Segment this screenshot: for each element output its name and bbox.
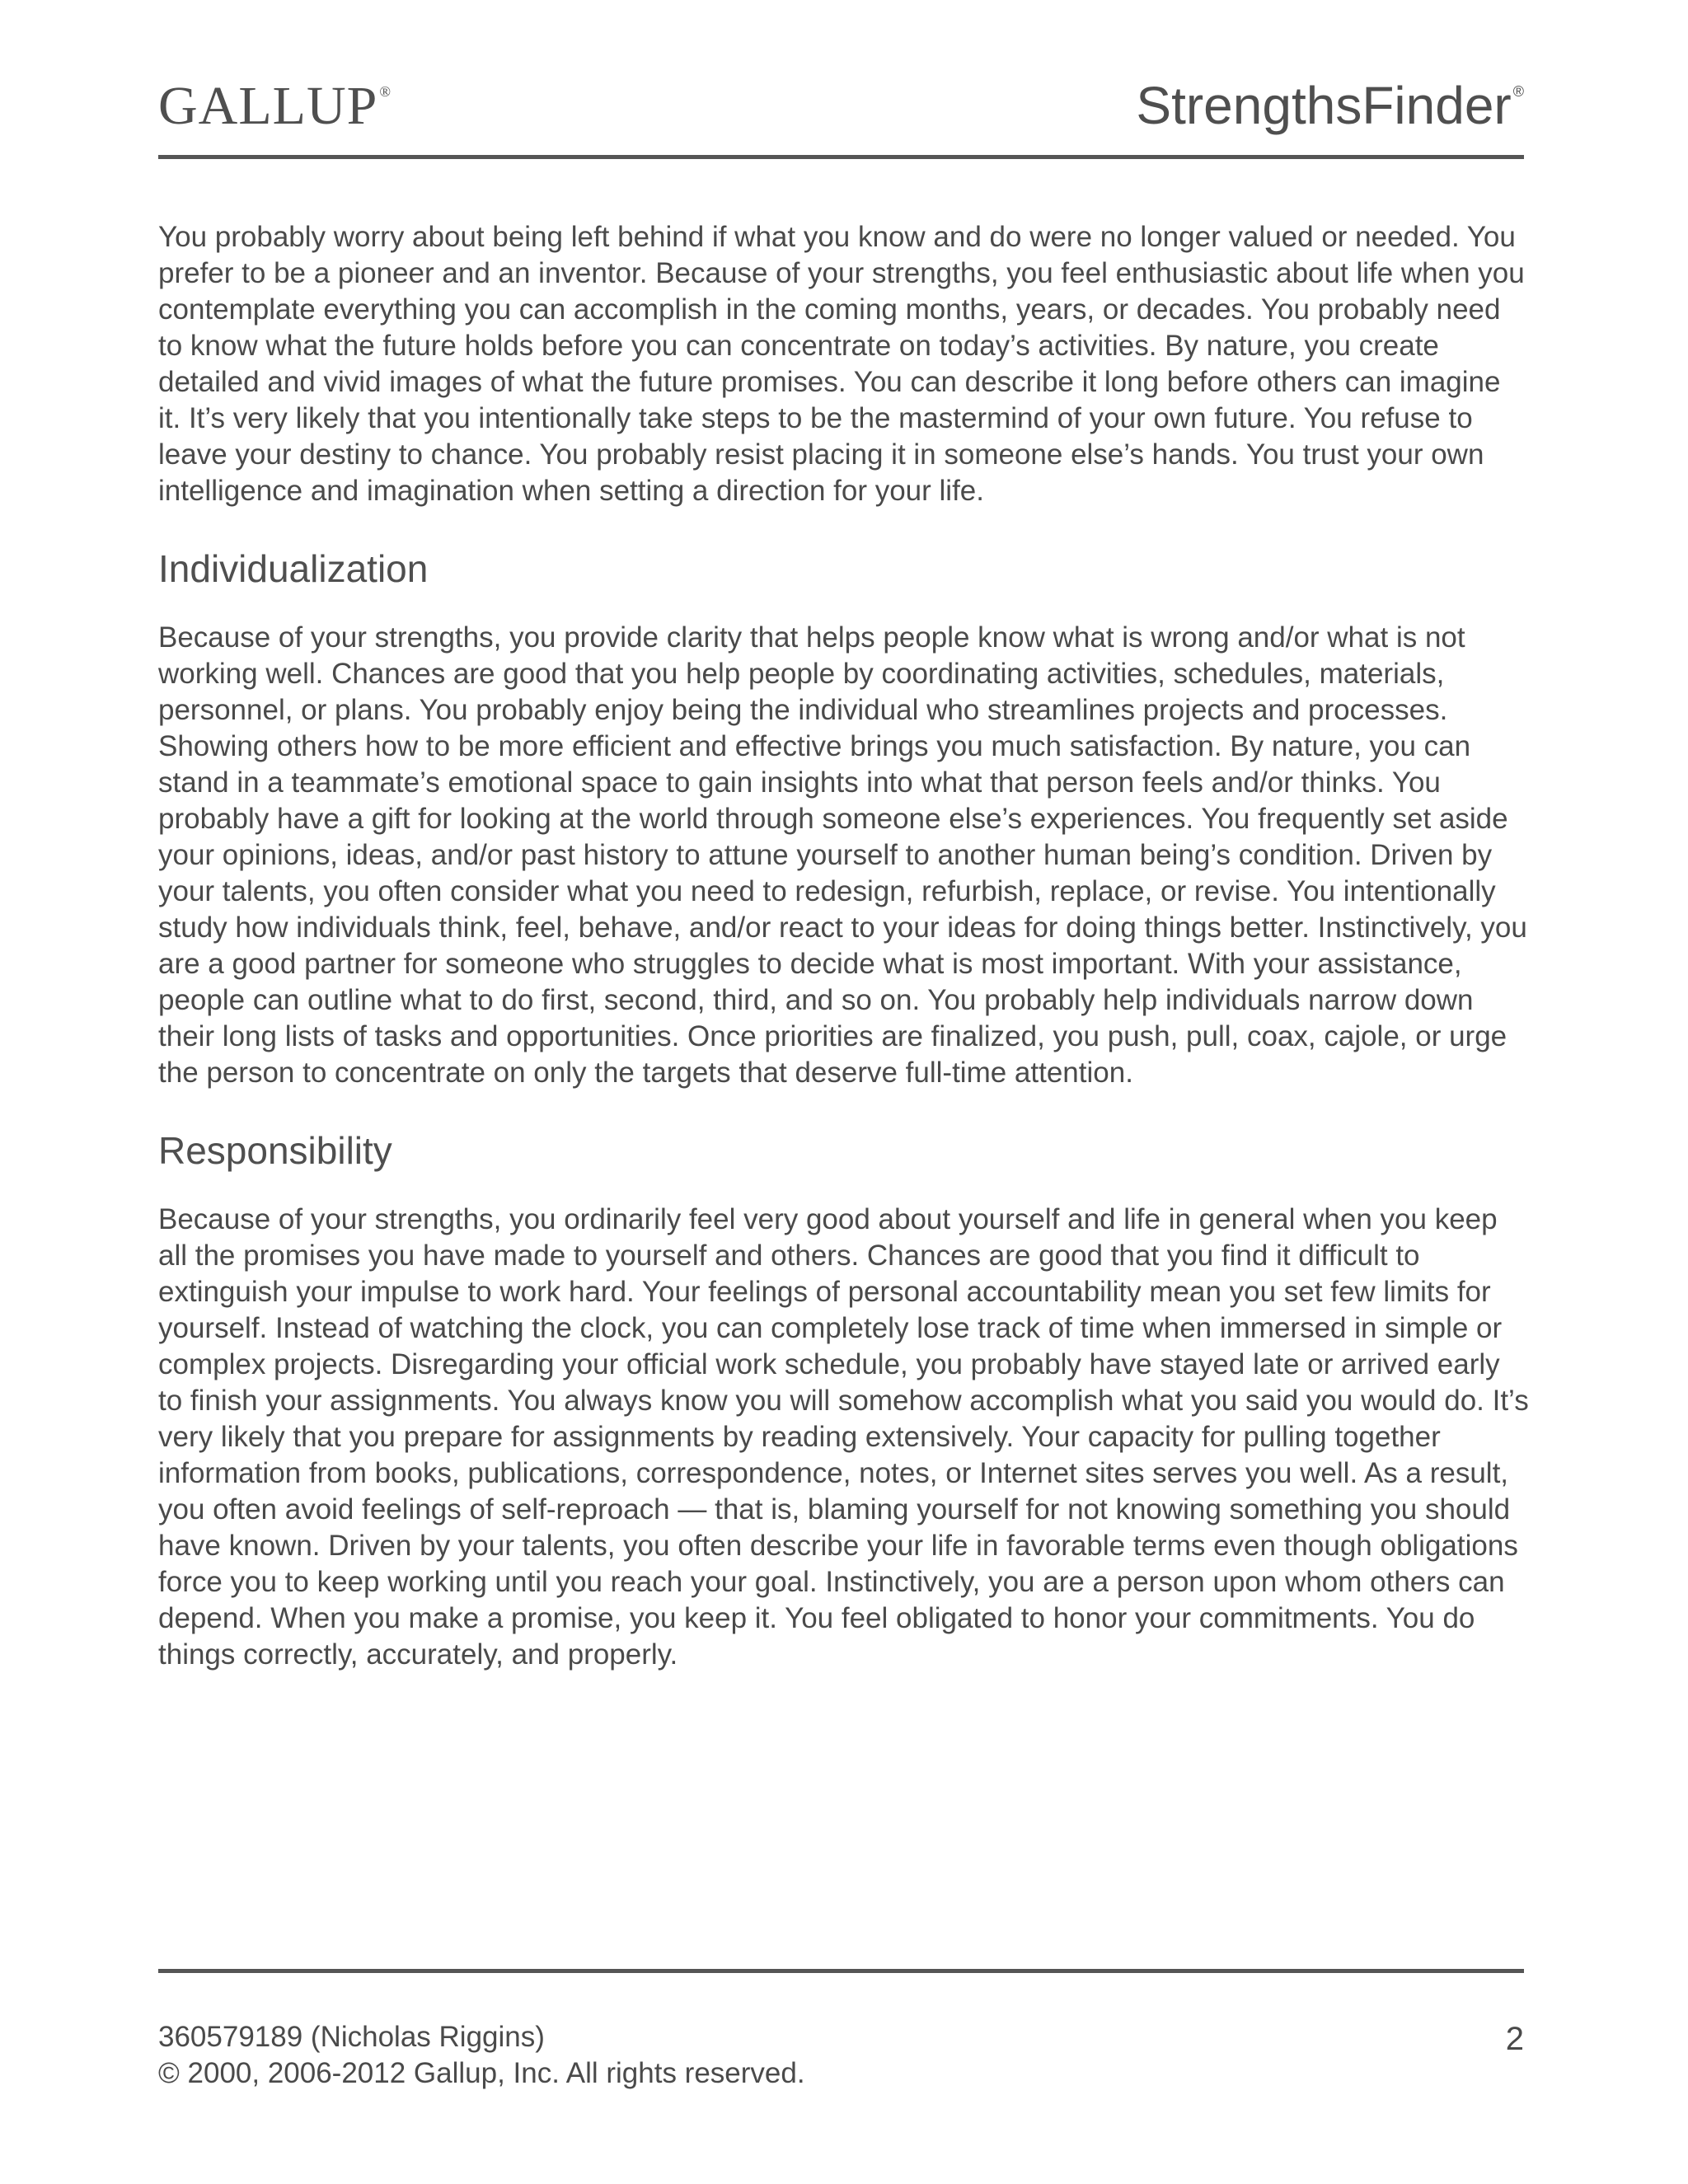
page-number: 2 <box>1505 2021 1524 2057</box>
gallup-logo <box>158 76 392 136</box>
header-divider <box>158 155 1524 159</box>
strengthsfinder-registered-mark: ® <box>1512 83 1524 100</box>
gallup-logo-text: GALLUP <box>158 76 378 136</box>
intro-paragraph: You probably worry about being left behind if what you know and do were no longer valued or needed. You prefer to be a pioneer and an inventor. Because of your strengths, you feel enthusiastic about life when you contemplate everything you can accomplish in the coming months, years, or decades. You probably need to know what the future holds before you can concentrate on today’s activities. By nature, you create detailed and vivid images of what the future promises. You can describe it long before others can imagine it. It’s very likely that you intentionally take steps to be the mastermind of your own future. You refuse to leave your destiny to chance. You probably resist placing it in someone else’s hands. You trust your own intelligence and imagination when setting a direction for your life. <box>158 221 1525 507</box>
main-content <box>158 219 1531 1673</box>
section-body-responsibility: Because of your strengths, you ordinarily feel very good about yourself and life in general when you keep all the promises you have made to yourself and others. Chances are good that you find it difficult to extinguish your impulse to work hard. Your feelings of personal accountability mean you set few limits for yourself. Instead of watching the clock, you can completely lose track of time when immersed in simple or complex projects. Disregarding your official work schedule, you probably have stayed late or arrived early to finish your assignments. You always know you will somehow accomplish what you said you would do. It’s very likely that you prepare for assignments by reading extensively. Your capacity for pulling together information from books, publications, correspondence, notes, or Internet sites serves you well. As a result, you often avoid feelings of self-reproach — that is, blaming yourself for not knowing something you should have known. Driven by your talents, you often describe your life in favorable terms even though obligations force you to keep working until you reach your goal. Instinctively, you are a person upon whom others can depend. When you make a promise, you keep it. You feel obligated to honor your commitments. You do things correctly, accurately, and properly. <box>158 1203 1529 1671</box>
section-title-responsibility: Responsibility <box>158 1129 392 1172</box>
footer-divider <box>158 1969 1524 1973</box>
strengthsfinder-logo-text: StrengthsFinder <box>1136 76 1512 135</box>
footer-id-line: 360579189 (Nicholas Riggins) <box>158 2021 545 2053</box>
footer-copyright: © 2000, 2006-2012 Gallup, Inc. All rights reserved. <box>158 2057 805 2089</box>
gallup-registered-mark: ® <box>379 83 392 100</box>
page-footer <box>158 2019 1524 2092</box>
section-body-individualization: Because of your strengths, you provide clarity that helps people know what is wrong and/or what is not working well. Chances are good that you help people by coordinating activities, schedules, materials, personnel, or plans. You probably enjoy being the individual who streamlines projects and processes. Showing others how to be more efficient and effective brings you much satisfaction. By nature, you can stand in a teammate’s emotional space to gain insights into what that person feels and/or thinks. You probably have a gift for looking at the world through someone else’s experiences. You frequently set aside your opinions, ideas, and/or past history to attune yourself to another human being’s condition. Driven by your talents, you often consider what you need to redesign, refurbish, replace, or revise. You intentionally study how individuals think, feel, behave, and/or react to your ideas for doing things better. Instinctively, you are a good partner for someone who struggles to decide what is most important. With your assistance, people can outline what to do first, second, third, and so on. You probably help individuals narrow down their long lists of tasks and opportunities. Once priorities are finalized, you push, pull, coax, cajole, or urge the person to concentrate on only the targets that deserve full-time attention. <box>158 621 1527 1089</box>
strengthsfinder-logo <box>1136 76 1524 135</box>
page-header <box>158 76 1524 158</box>
section-title-individualization: Individualization <box>158 547 429 590</box>
